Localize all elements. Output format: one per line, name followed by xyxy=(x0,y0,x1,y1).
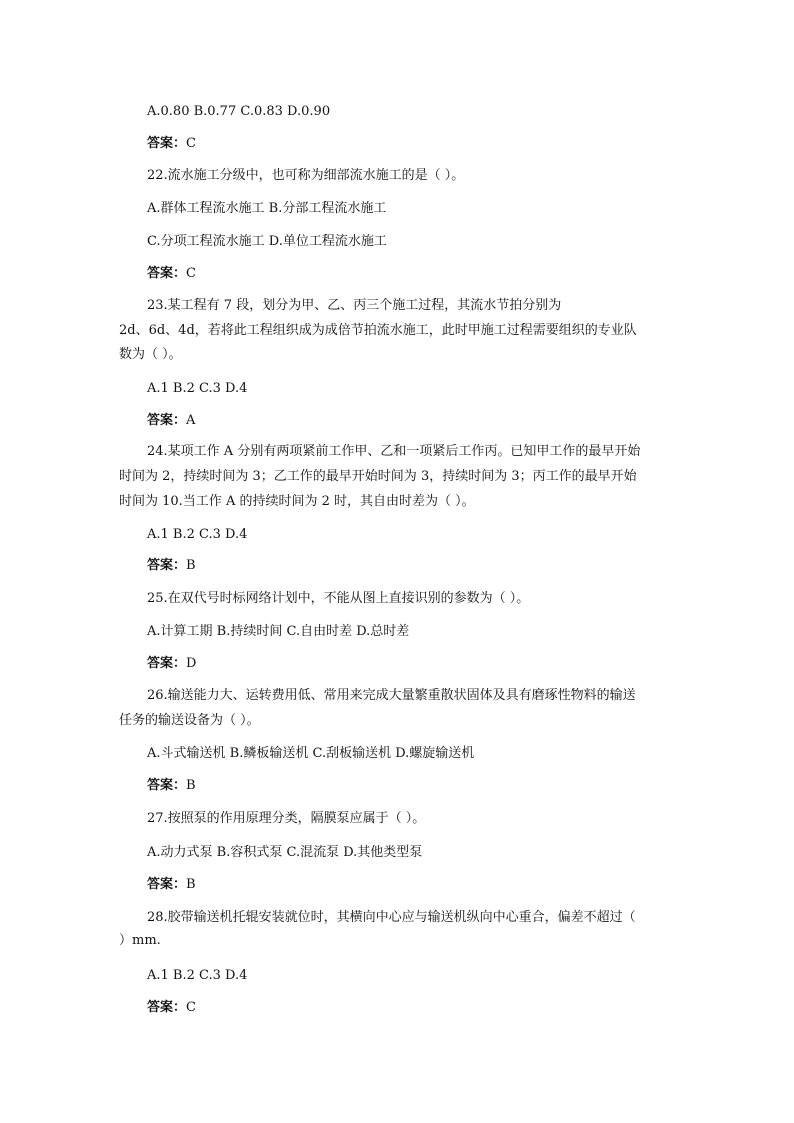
q26-answer xyxy=(147,778,196,794)
q23-stem-3: 数为（ ）。 xyxy=(119,347,182,362)
q22-options-1: A.群体工程流水施工 B.分部工程流水施工 xyxy=(147,201,387,216)
answer-label: 答案： xyxy=(147,413,187,428)
answer-value: A xyxy=(186,413,196,428)
answer-value: C xyxy=(186,266,196,281)
q27-options: A.动力式泵 B.容积式泵 C.混流泵 D.其他类型泵 xyxy=(147,845,423,860)
q25-answer xyxy=(147,656,196,672)
q21-answer xyxy=(147,136,196,152)
q23-stem-2: 2d、6d、4d，若将此工程组织成为成倍节拍流水施工，此时甲施工过程需要组织的专业队 xyxy=(119,323,637,338)
answer-label: 答案： xyxy=(147,1000,187,1015)
answer-value: C xyxy=(186,136,196,151)
q22-stem: 22.流水施工分级中，也可称为细部流水施工的是（ ）。 xyxy=(147,168,465,183)
answer-label: 答案： xyxy=(147,136,187,151)
q24-stem-1: 24.某项工作 A 分别有两项紧前工作甲、乙和一项紧后工作丙。已知甲工作的最早开始 xyxy=(147,444,641,459)
q27-answer xyxy=(147,877,196,893)
q24-options: A.1 B.2 C.3 D.4 xyxy=(147,527,248,542)
answer-label: 答案： xyxy=(147,266,187,281)
q28-stem-2: ）mm. xyxy=(119,933,161,948)
q28-options: A.1 B.2 C.3 D.4 xyxy=(147,968,248,983)
q23-stem-1: 23.某工程有 7 段，划分为甲、乙、丙三个施工过程，其流水节拍分别为 xyxy=(147,298,562,313)
q25-stem: 25.在双代号时标网络计划中，不能从图上直接识别的参数为（ ）。 xyxy=(147,591,530,606)
answer-value: B xyxy=(186,558,196,573)
q22-answer xyxy=(147,266,196,282)
q23-answer xyxy=(147,413,195,429)
q24-stem-3: 时间为 10.当工作 A 的持续时间为 2 时，其自由时差为（ ）。 xyxy=(119,494,475,509)
q24-answer xyxy=(147,558,196,574)
answer-label: 答案： xyxy=(147,558,187,573)
q28-answer xyxy=(147,1000,196,1016)
answer-value: B xyxy=(186,877,196,892)
q25-options: A.计算工期 B.持续时间 C.自由时差 D.总时差 xyxy=(147,624,410,639)
q26-stem-1: 26.输送能力大、运转费用低、常用来完成大量繁重散状固体及具有磨琢性物料的输送 xyxy=(147,688,636,703)
answer-value: D xyxy=(186,656,197,671)
answer-label: 答案： xyxy=(147,877,187,892)
q21-options: A.0.80 B.0.77 C.0.83 D.0.90 xyxy=(147,104,331,119)
q23-options: A.1 B.2 C.3 D.4 xyxy=(147,381,248,396)
answer-value: B xyxy=(186,778,196,793)
answer-value: C xyxy=(186,1000,196,1015)
answer-label: 答案： xyxy=(147,778,187,793)
q28-stem-1: 28.胶带输送机托辊安装就位时，其横向中心应与输送机纵向中心重合，偏差不超过（ xyxy=(147,910,636,925)
answer-label: 答案： xyxy=(147,656,187,671)
q24-stem-2: 时间为 2，持续时间为 3；乙工作的最早开始时间为 3，持续时间为 3；丙工作的最早开始 xyxy=(119,469,637,484)
q26-options: A.斗式输送机 B.鳞板输送机 C.刮板输送机 D.螺旋输送机 xyxy=(147,746,475,761)
q22-options-2: C.分项工程流水施工 D.单位工程流水施工 xyxy=(147,234,387,249)
q26-stem-2: 任务的输送设备为（ ）。 xyxy=(119,713,260,728)
q27-stem: 27.按照泵的作用原理分类，隔膜泵应属于（ ）。 xyxy=(147,811,426,826)
